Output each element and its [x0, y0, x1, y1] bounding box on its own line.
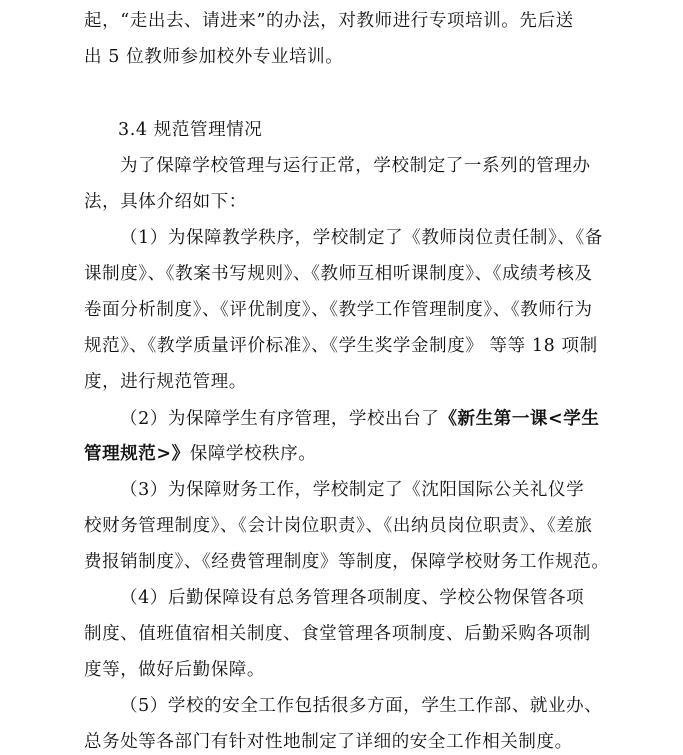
paragraph-line: 为了保障学校管理与运行正常，学校制定了一系列的管理办: [120, 156, 591, 176]
paragraph-text: （2）为保障学生有序管理，学校出台了: [120, 409, 440, 429]
paragraph-line: （1）为保障教学秩序，学校制定了《教师岗位责任制》、《备: [120, 228, 603, 248]
paragraph-line: 度等，做好后勤保障。: [84, 660, 265, 680]
paragraph-line: [84, 443, 316, 465]
bold-title: 管理规范>》: [84, 444, 190, 464]
paragraph-line: （4）后勤保障设有总务管理各项制度、学校公物保管各项: [120, 588, 585, 608]
paragraph-line: 卷面分析制度》、《评优制度》、《教学工作管理制度》、《教师行为: [84, 300, 593, 320]
paragraph-line: （5）学校的安全工作包括很多方面，学生工作部、就业办、: [120, 696, 603, 716]
paragraph-line: 总务处等各部门有针对性地制定了详细的安全工作相关制度。: [84, 732, 573, 752]
bold-title: 《新生第一课<学生: [439, 409, 600, 429]
paragraph-line: 法，具体介绍如下：: [84, 192, 247, 212]
paragraph-line: 制度、值班值宿相关制度、食堂管理各项制度、后勤采购各项制: [84, 624, 591, 644]
paragraph-text: 保障学校秩序。: [189, 444, 317, 464]
paragraph-line: 规范》、《教学质量评价标准》、《学生奖学金制度》 等等 18 项制: [84, 336, 598, 356]
paragraph-line: 课制度》、《教案书写规则》、《教师互相听课制度》、《成绩考核及: [84, 264, 593, 284]
paragraph-line: 度，进行规范管理。: [84, 372, 247, 392]
paragraph-line: 起，“走出去、请进来”的办法，对教师进行专项培训。先后送: [84, 11, 574, 31]
section-heading: 3.4 规范管理情况: [118, 120, 263, 140]
paragraph-line: （3）为保障财务工作，学校制定了《沈阳国际公关礼仪学: [120, 480, 585, 500]
paragraph-line: [120, 408, 600, 430]
paragraph-line: 费报销制度》、《经费管理制度》等制度，保障学校财务工作规范。: [84, 552, 610, 572]
paragraph-line: 校财务管理制度》、《会计岗位职责》、《出纳员岗位职责》、《差旅: [84, 516, 593, 536]
paragraph-line: 出 5 位教师参加校外专业培训。: [84, 47, 344, 67]
